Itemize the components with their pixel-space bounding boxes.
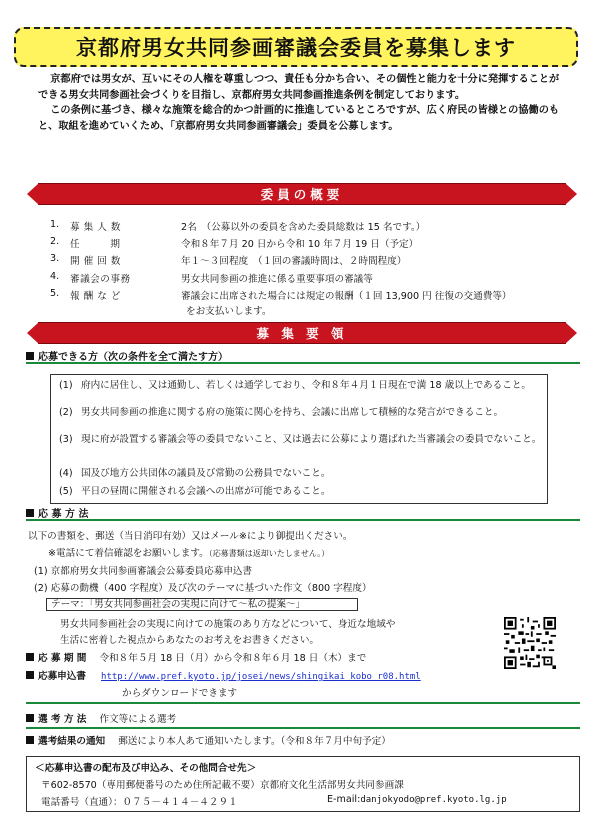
contact-heading: ＜応募申込書の配布及び申込み、その他問合せ先＞ (35, 763, 257, 774)
method-line: 以下の書類を、郵送（当日消印有効）又はメール※により御提出ください。 (28, 531, 353, 542)
square-bullet-icon (26, 671, 34, 679)
condition-text: 平日の昼間に開催される会議への出席が可能であること。 (81, 486, 331, 497)
condition-text: 男女共同参画の推進に関する府の施策に関心を持ち、会議に出席して積極的な発言ができること。 (81, 407, 504, 418)
eligibility-subhead (26, 348, 580, 364)
overview-value: 審議会に出席された場合には規定の報酬（１回 13,900 円 往復の交通費等） (181, 291, 512, 302)
overview-value-cont: をお支払いします。 (186, 306, 272, 317)
overview-num: 4. (50, 271, 60, 282)
overview-heading: 委員の概要 (260, 187, 344, 202)
square-bullet-icon (26, 653, 34, 661)
theme-desc-2: 生活に密着した視点からあなたのお考えをお書きください。 (60, 635, 320, 646)
overview-label: 募 集 人 数 (70, 222, 122, 233)
method-note-line (48, 545, 329, 559)
condition-text: 府内に居住し、又は通勤し、若しくは通学しており、令和８年４月１日現在で満 18 歳以上であること。 (81, 380, 532, 391)
conditions-box (50, 374, 548, 504)
overview-num: 5. (50, 288, 60, 299)
title-banner (14, 27, 578, 67)
overview-value: 男女共同参画の推進に係る重要事項の審議等 (181, 274, 373, 285)
form-row (26, 668, 421, 682)
intro-paragraph-1: 京都府では男女が、互いにその人権を尊重しつつ、責任も分かち合い、その個性と能力を十分に発揮することができる男女共同参画社会づくりを目指し、京都府男女共同参画推進条例を制定しております。 (38, 74, 560, 101)
recruit-band (38, 322, 566, 344)
recruit-heading: 募 集 要 領 (256, 326, 348, 341)
overview-label: 報 酬 な ど (70, 291, 122, 302)
method-heading: 応 募 方 法 (38, 509, 89, 520)
contact-email-row (327, 794, 507, 805)
contact-email[interactable]: danjokyodo@pref.kyoto.lg.jp (360, 795, 507, 805)
square-bullet-icon (26, 736, 34, 744)
method-note: ※電話にて着信確認をお願いします。 (48, 548, 209, 559)
square-bullet-icon (26, 509, 34, 517)
condition-num: (1) (59, 380, 73, 391)
period-value: 令和８年５月 18 日（月）から令和８年６月 18 日（木）まで (99, 653, 367, 664)
condition-text: 現に府が設置する審議会等の委員でないこと、又は過去に公募により選ばれた当審議会の委員でないこと。 (81, 434, 542, 445)
contact-address: 〒602-8570（専用郵便番号のため住所記載不要）京都府文化生活部男女共同参画課 (41, 780, 404, 791)
period-label: 応 募 期 間 (38, 653, 87, 664)
intro-paragraph-2: この条例に基づき、様々な施策を総合的かつ計画的に推進しているところですが、広く府民の皆様との協働のもと、取組を進めていくため、「京都府男女共同参画審議会」委員を公募します。 (38, 105, 560, 132)
form-label: 応募申込書 (38, 671, 86, 682)
overview-label: 任 期 (70, 239, 121, 250)
condition-num: (5) (59, 486, 73, 497)
overview-num: 3. (50, 253, 60, 264)
condition-item (59, 379, 543, 392)
condition-item (59, 433, 543, 446)
doc-item-2: (2) 応募の動機（400 字程度）及び次のテーマに基づいた作文（800 字程度） (34, 583, 372, 594)
overview-value: 令和８年７月 20 日から令和 10 年７月 19 日（予定） (181, 239, 419, 250)
condition-text: 国及び地方公共団体の議員及び常勤の公務員でないこと。 (81, 468, 331, 479)
page-title: 京都府男女共同参画審議会委員を募集します (76, 36, 516, 60)
overview-value: 2名 （公募以外の委員を含めた委員総数は 15 名です。） (181, 222, 426, 233)
overview-num: 1. (50, 219, 60, 230)
selection-label: 選 考 方 法 (38, 714, 87, 725)
qr-code-icon (504, 617, 556, 669)
contact-box (26, 756, 580, 812)
method-note-small: （応募書類は返却いたしません。） (208, 549, 330, 558)
form-after-text: からダウンロードできます (122, 688, 238, 699)
overview-label: 審議会の事務 (70, 274, 131, 285)
theme-box: テーマ：「男女共同参画社会の実現に向けて～私の提案～」 (46, 598, 358, 611)
period-row (26, 650, 366, 664)
doc-item-1: (1) 京都府男女共同参画審議会公募委員応募申込書 (34, 566, 253, 577)
result-value: 郵送により本人あて通知いたします。（令和８年７月中旬予定） (118, 736, 391, 747)
overview-num: 2. (50, 236, 60, 247)
condition-num: (2) (59, 407, 73, 418)
condition-item (59, 406, 543, 419)
condition-item (59, 467, 543, 480)
section-divider (26, 727, 580, 729)
condition-num: (3) (59, 434, 73, 445)
condition-item (59, 485, 543, 498)
selection-value: 作文等による選考 (99, 714, 177, 725)
contact-phone: 電話番号（直通）：０７５－４１４－４２９１ (41, 797, 238, 808)
square-bullet-icon (26, 352, 34, 360)
eligibility-heading: 応募できる方（次の条件を全て満たす方） (38, 352, 228, 363)
method-subhead (26, 505, 580, 521)
section-divider (26, 702, 580, 704)
overview-value: 年１～３回程度 （１回の審議時間は、２時間程度） (181, 256, 407, 267)
result-label: 選考結果の通知 (38, 736, 106, 747)
selection-row (26, 711, 176, 725)
theme-desc-1: 男女共同参画社会の実現に向けての施策のあり方などについて、身近な地域や (60, 619, 396, 630)
form-download-link[interactable]: http://www.pref.kyoto.jp/josei/news/shingikai_kobo_r08.html (101, 672, 421, 682)
intro-text (38, 72, 564, 134)
result-row (26, 733, 391, 747)
contact-email-label: E-mail: (327, 794, 361, 805)
overview-band (38, 183, 566, 205)
condition-num: (4) (59, 468, 73, 479)
square-bullet-icon (26, 714, 34, 722)
overview-label: 開 催 回 数 (70, 256, 122, 267)
